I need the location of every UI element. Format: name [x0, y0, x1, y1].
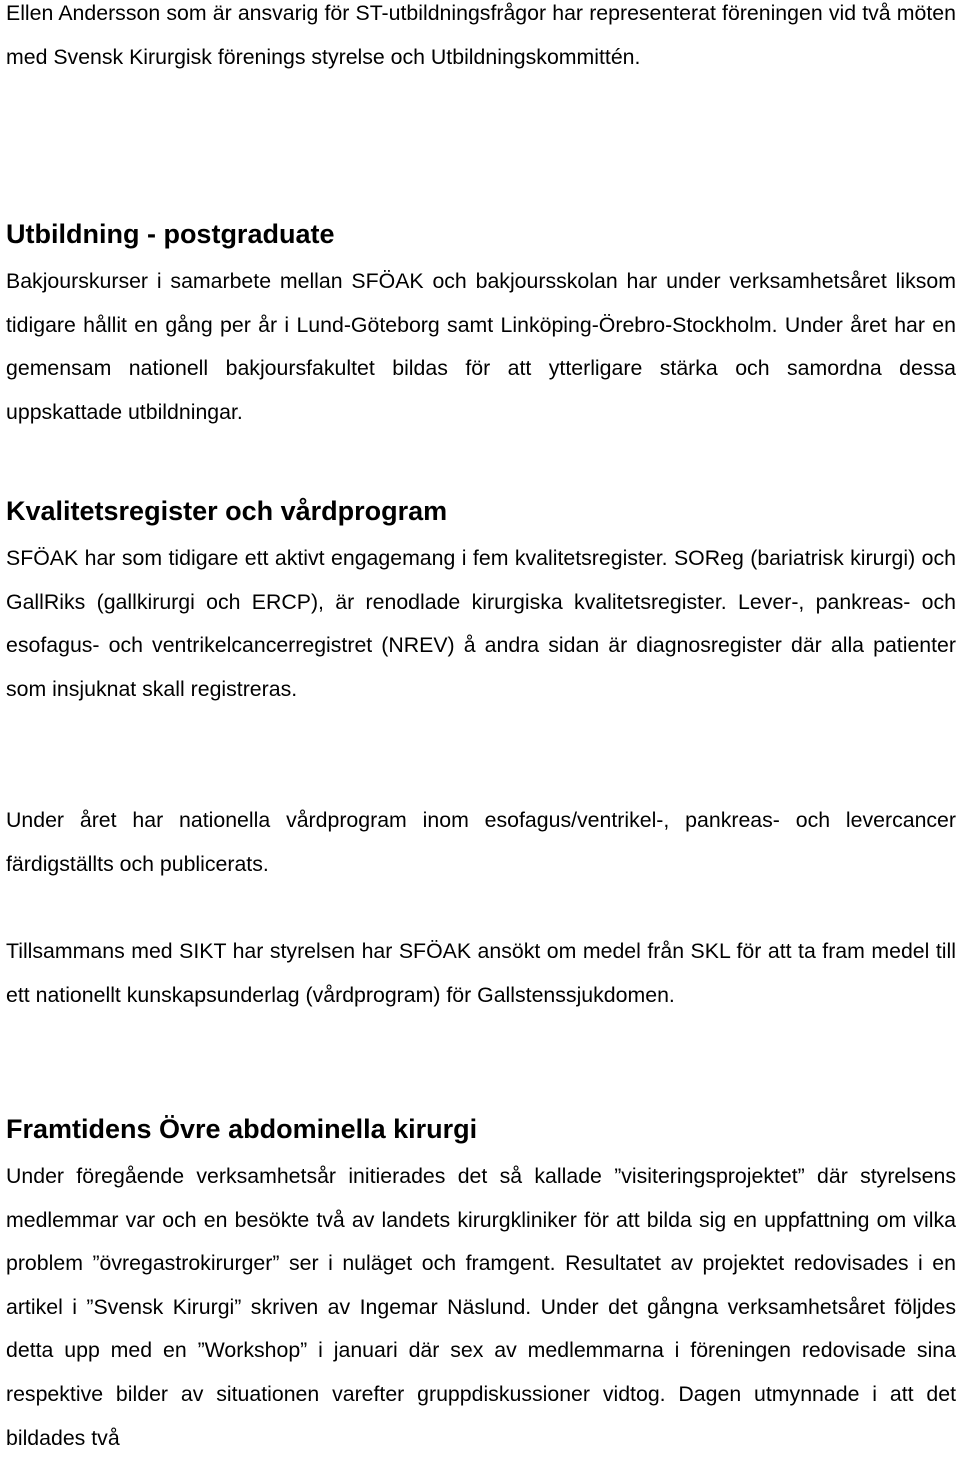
framtidens-paragraph: Under föregående verksamhetsår initierades det så kallade ”visiteringsprojektet” där styrelsens medlemmar var och en besökte två av landets kirurgkliniker för att bilda sig en uppfattning om vilka problem ”övregastrokirurger” ser i nuläget och framgent. Resultatet av projektet redovisades i en artikel i ”Svensk Kirurgi” skriven av Ingemar Näslund. Under det gångna verksamhetsåret följdes detta upp med en ”Workshop” i januari där sex av medlemmarna i föreningen redovisade sina respektive bilder av situationen varefter gruppdiskussioner vidtog. Dagen utmynnade i att det bildades två: [6, 1164, 956, 1450]
section-heading-framtidens: Framtidens Övre abdominella kirurgi: [6, 1114, 478, 1144]
section-heading-kvalitetsregister: Kvalitetsregister och vårdprogram: [6, 496, 448, 526]
section-heading-utbildning: Utbildning - postgraduate: [6, 219, 335, 249]
kvalitetsregister-paragraph: SFÖAK har som tidigare ett aktivt engagemang i fem kvalitetsregister. SOReg (bariatrisk kirurgi) och GallRiks (gallkirurgi och ERCP), är renodlade kirurgiska kvalitetsregister. Lever-, pankreas- och esofagus- och ventrikelcancerregistret (NREV) å andra sidan är diagnosregister där alla patienter som insjuknat skall registreras.: [6, 546, 956, 701]
utbildning-paragraph: Bakjourskurser i samarbete mellan SFÖAK och bakjoursskolan har under verksamhetsåret liksom tidigare hållit en gång per år i Lund-Göteborg samt Linköping-Örebro-Stockholm. Under året har en gemensam nationell bakjoursfakultet bildas för att ytterligare stärka och samordna dessa uppskattade utbildningar.: [6, 269, 956, 424]
sikt-paragraph: Tillsammans med SIKT har styrelsen har SFÖAK ansökt om medel från SKL för att ta fram medel till ett nationellt kunskapsunderlag (vårdprogram) för Gallstenssjukdomen.: [6, 939, 956, 1007]
vardprogram-paragraph: Under året har nationella vårdprogram inom esofagus/ventrikel-, pankreas- och levercancer färdigställts och publicerats.: [6, 808, 956, 876]
intro-paragraph: Ellen Andersson som är ansvarig för ST-utbildningsfrågor har representerat föreningen vid två möten med Svensk Kirurgisk förenings styrelse och Utbildningskommittén.: [6, 1, 956, 69]
